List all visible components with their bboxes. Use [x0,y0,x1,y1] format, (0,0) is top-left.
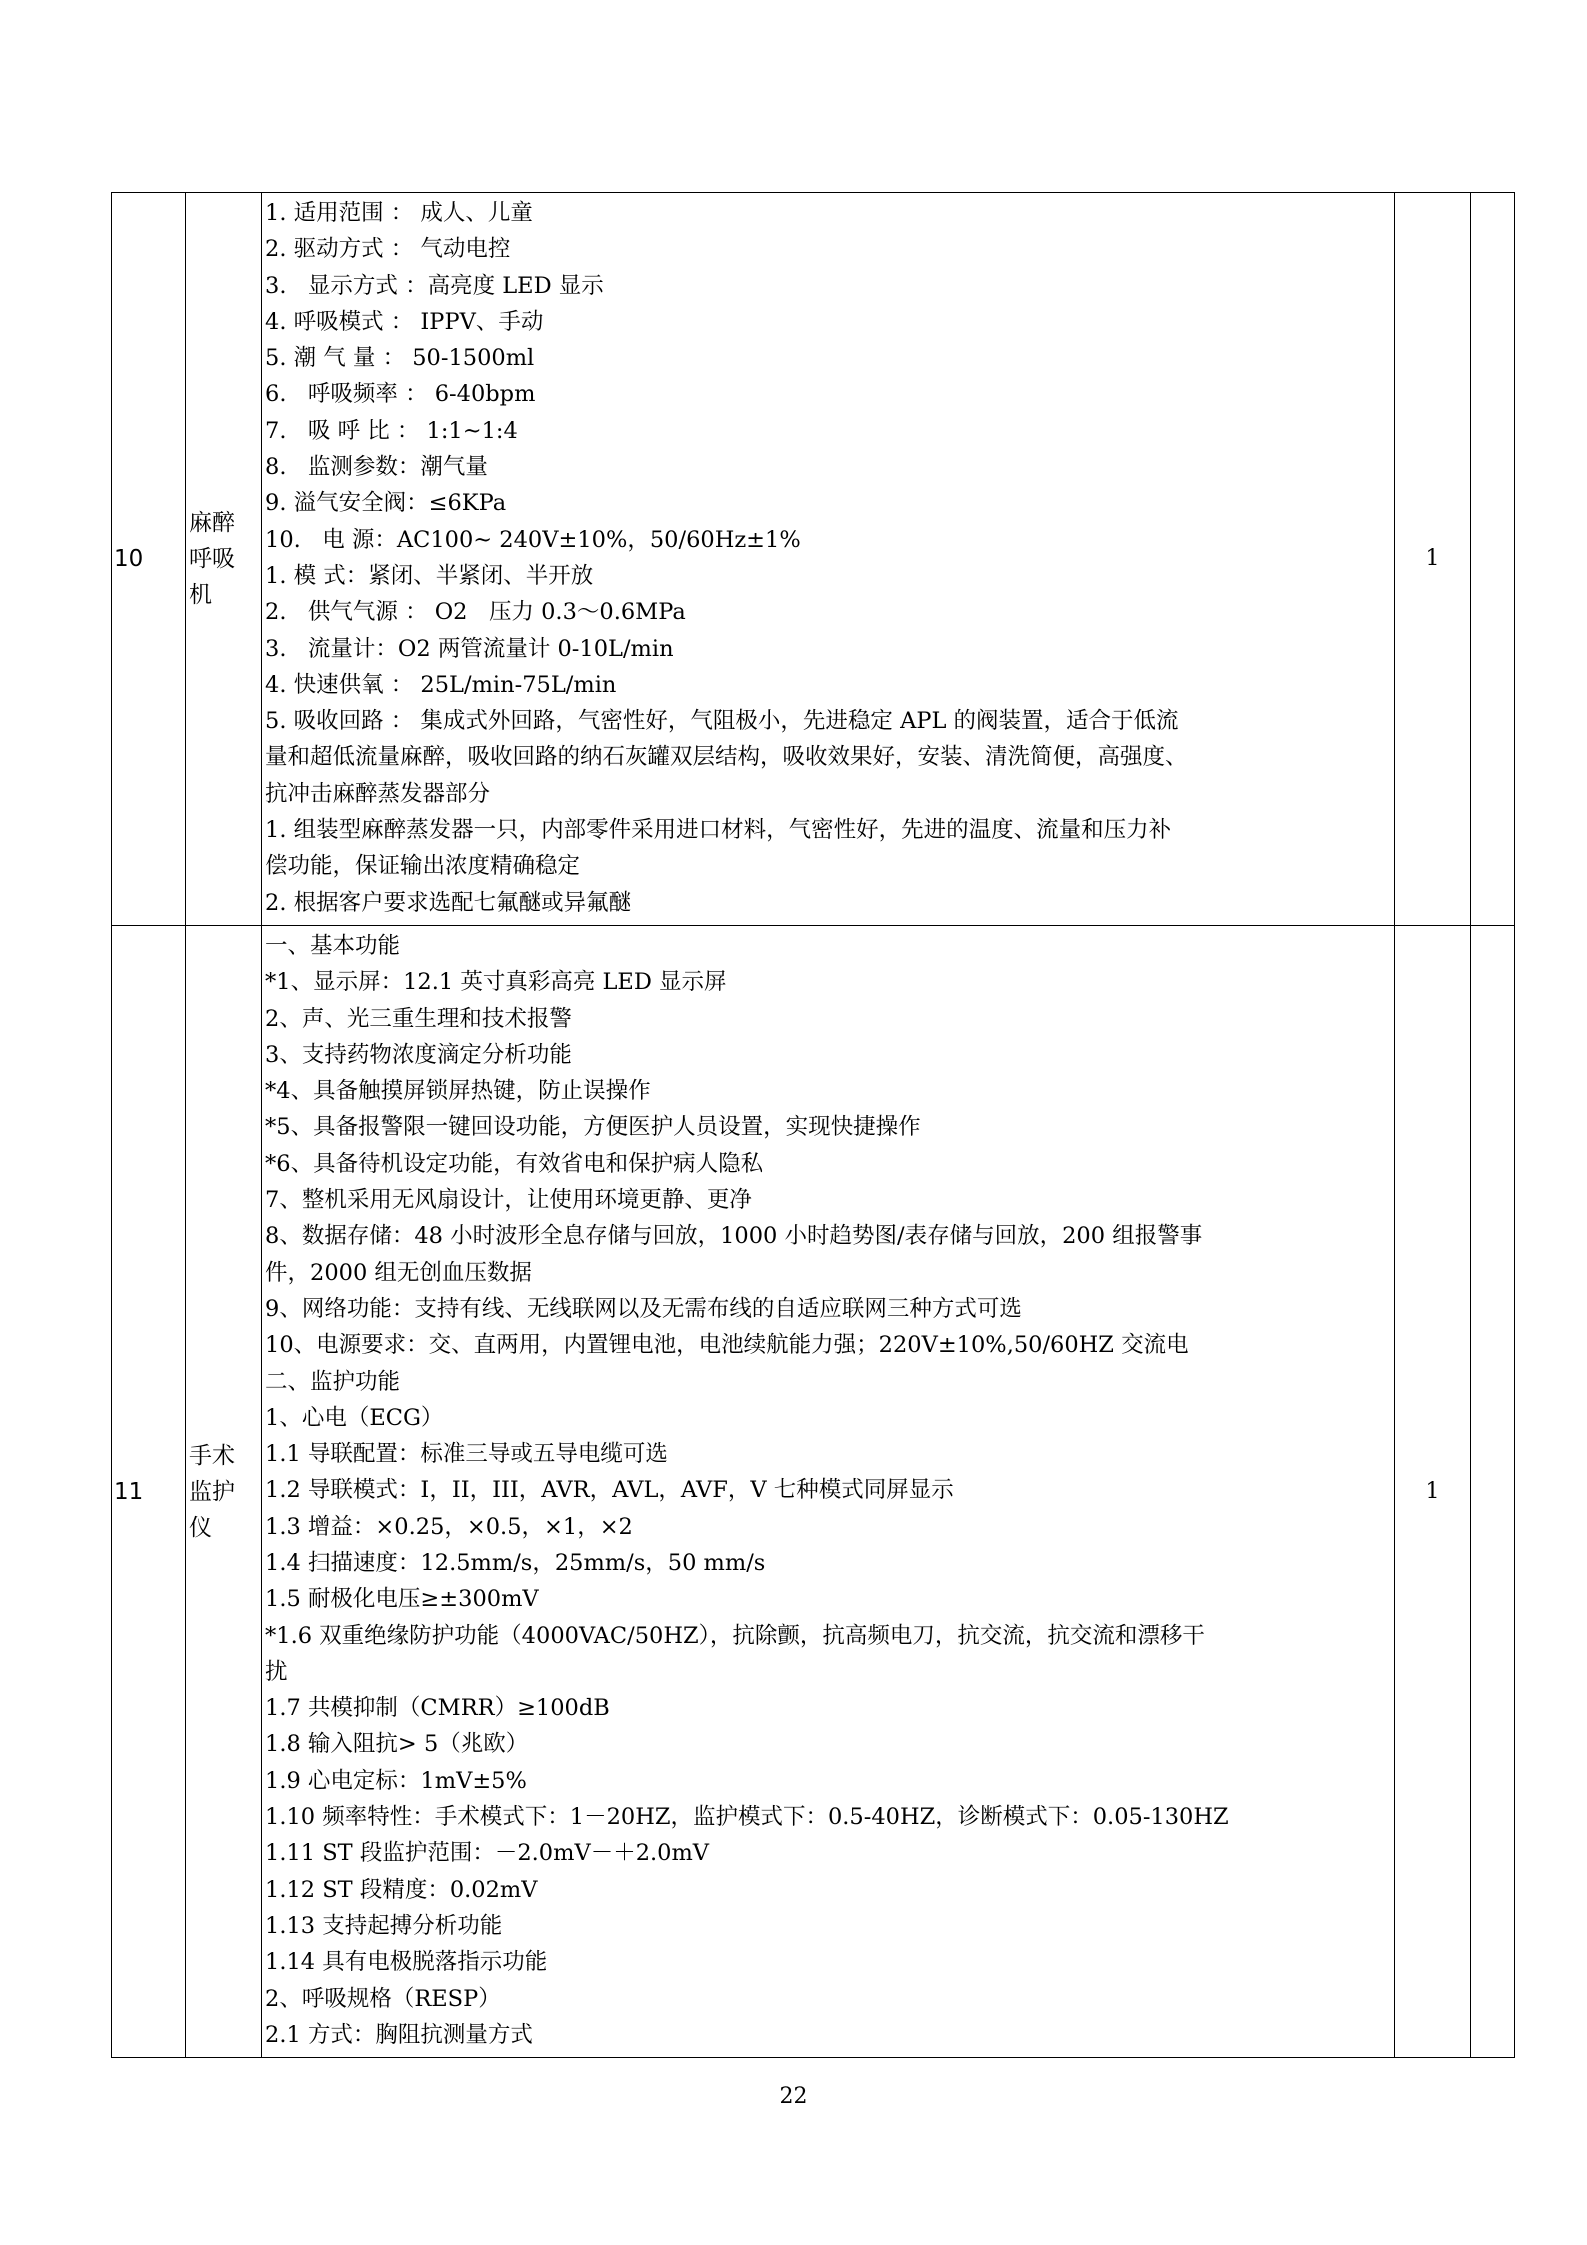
spec-line: 扰 [265,1658,288,1685]
item-specifications [262,925,1395,2057]
spec-line: 1.5 耐极化电压≥±300mV [265,1586,539,1613]
item-number: 11 [112,925,186,2057]
page-number: 22 [779,2084,808,2109]
spec-line: 2、呼吸规格（RESP） [265,1985,501,2012]
spec-line: 偿功能，保证输出浓度精确稳定 [265,853,581,880]
item-quantity: 1 [1395,193,1471,926]
equipment-spec-table [111,192,1515,2058]
item-name-line: 仪 [189,1514,212,1541]
spec-line: 1.9 心电定标：1mV±5% [265,1767,527,1794]
spec-line: 7、整机采用无风扇设计，让使用环境更静、更净 [265,1187,752,1214]
spec-line: 9. 溢气安全阀：≤6KPa [265,490,507,517]
spec-line: 2、声、光三重生理和技术报警 [265,1005,572,1032]
spec-line: 1. 模 式：紧闭、半紧闭、半开放 [265,562,594,589]
spec-line: 1.8 输入阻抗> 5（兆欧） [265,1731,529,1758]
spec-line: 1.14 具有电极脱落指示功能 [265,1949,548,1976]
spec-line: 1.1 导联配置：标准三导或五导电缆可选 [265,1441,668,1468]
spec-line: 2.1 方式：胸阻抗测量方式 [265,2021,533,2048]
spec-line: 二、监护功能 [265,1368,401,1395]
spec-line: *4、具备触摸屏锁屏热键，防止误操作 [265,1078,651,1105]
spec-line: 1.10 频率特性：手术模式下：1－20HZ，监护模式下：0.5-40HZ，诊断模式下：0.05-130HZ [265,1804,1229,1831]
spec-line: 2. 供气气源 ： O2 压力 0.3～0.6MPa [265,599,686,626]
spec-line: 1.7 共模抑制（CMRR）≥100dB [265,1695,610,1722]
spec-line: 1、心电（ECG） [265,1404,444,1431]
item-specifications [262,193,1395,926]
spec-line: 抗冲击麻醉蒸发器部分 [265,780,491,807]
item-name [186,925,262,2057]
item-number: 10 [112,193,186,926]
spec-line: 1.2 导联模式：I，II，III，AVR，AVL，AVF，V 七种模式同屏显示 [265,1477,954,1504]
item-name-line: 呼吸 [189,545,235,572]
spec-line: 1. 适用范围 ： 成人、儿童 [265,200,533,226]
spec-line: *1、显示屏：12.1 英寸真彩高亮 LED 显示屏 [265,969,727,996]
item-name-line: 机 [189,581,212,608]
spec-line: 10. 电 源：AC100~ 240V±10%，50/60Hz±1% [265,526,801,553]
item-name [186,193,262,926]
spec-line: 8、数据存储：48 小时波形全息存储与回放，1000 小时趋势图/表存储与回放，200 组报警事 [265,1223,1203,1250]
item-name-line: 手术 [189,1442,235,1469]
spec-line: 7. 吸 呼 比 ： 1:1~1:4 [265,417,518,444]
item-quantity: 1 [1395,925,1471,2057]
spec-line: 3. 流量计：O2 两管流量计 0-10L/min [265,635,674,662]
item-name-line: 麻醉 [189,509,235,536]
item-name-line: 监护 [189,1478,235,1505]
spec-line: *6、具备待机设定功能，有效省电和保护病人隐私 [265,1150,764,1177]
spec-line: 1.13 支持起搏分析功能 [265,1912,503,1939]
table-row [112,193,1515,926]
spec-line: 5. 潮 气 量 ： 50-1500ml [265,345,535,372]
spec-line: 1.12 ST 段精度：0.02mV [265,1876,538,1903]
spec-line: 件，2000 组无创血压数据 [265,1259,532,1286]
spec-line: 2. 根据客户要求选配七氟醚或异氟醚 [265,889,632,916]
spec-line: 8. 监测参数：潮气量 [265,454,488,481]
spec-line: 5. 吸收回路 ： 集成式外回路，气密性好，气阻极小，先进稳定 APL 的阀装置，适合于低流 [265,708,1179,735]
spec-line: 4. 呼吸模式 ： IPPV、手动 [265,308,544,335]
item-extra-cell [1471,925,1515,2057]
spec-line: 一、基本功能 [265,932,401,959]
item-extra-cell [1471,193,1515,926]
spec-line: *1.6 双重绝缘防护功能（4000VAC/50HZ），抗除颤，抗高频电刀，抗交流，抗交流和漂移干 [265,1622,1205,1649]
spec-line: 10、电源要求：交、直两用，内置锂电池，电池续航能力强；220V±10%,50/60HZ 交流电 [265,1332,1189,1359]
table-row [112,925,1515,2057]
spec-line: 3. 显示方式 ：高亮度 LED 显示 [265,272,604,299]
spec-line: 6. 呼吸频率 ： 6-40bpm [265,381,536,408]
spec-line: 4. 快速供氧 ： 25L/min-75L/min [265,671,617,698]
spec-line: 1.11 ST 段监护范围：－2.0mV－＋2.0mV [265,1840,710,1867]
spec-line: *5、具备报警限一键回设功能，方便医护人员设置，实现快捷操作 [265,1114,921,1141]
spec-line: 9、网络功能：支持有线、无线联网以及无需布线的自适应联网三种方式可选 [265,1295,1022,1322]
spec-line: 2. 驱动方式 ： 气动电控 [265,236,511,263]
spec-line: 1.4 扫描速度：12.5mm/s，25mm/s，50 mm/s [265,1549,766,1576]
spec-line: 1.3 增益：×0.25，×0.5，×1，×2 [265,1513,633,1540]
spec-line: 1. 组装型麻醉蒸发器一只，内部零件采用进口材料，气密性好，先进的温度、流量和压力补 [265,817,1172,844]
spec-line: 量和超低流量麻醉，吸收回路的纳石灰罐双层结构，吸收效果好，安装、清洗简便，高强度、 [265,744,1188,771]
spec-line: 3、支持药物浓度滴定分析功能 [265,1041,572,1068]
